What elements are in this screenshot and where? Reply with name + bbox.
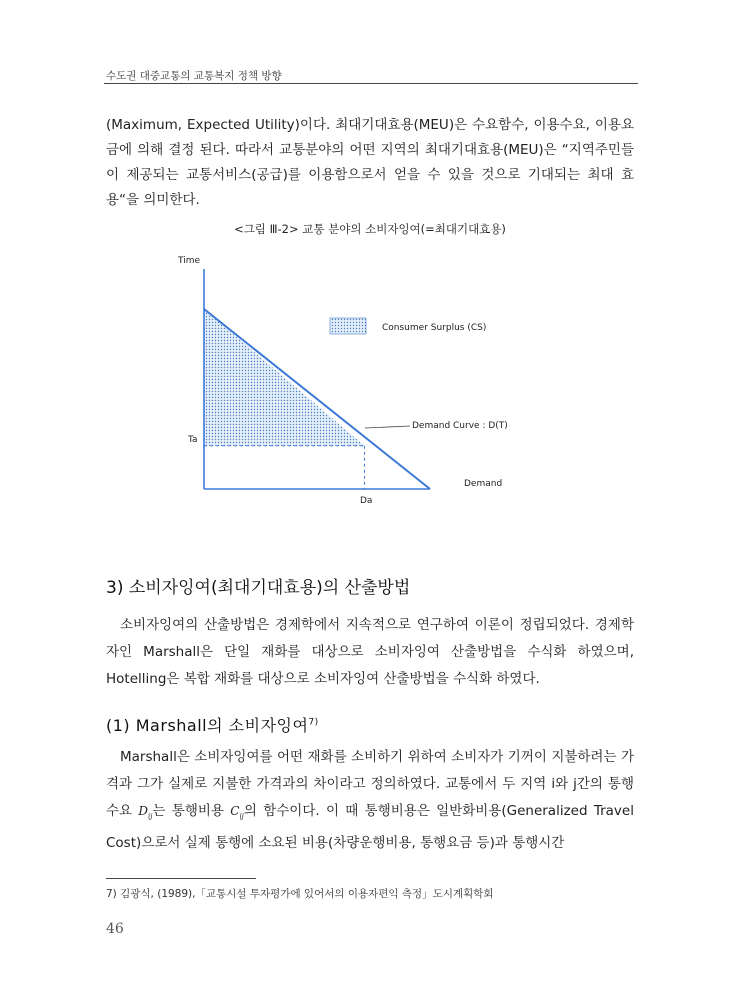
paragraph-3-part-1: Marshall은 소비자잉여를 어떤 재화를 소비하기 위하여 소비자가 기꺼이 지불하려는 가격과 그가 실제로 지불한 가격과의 차이라고 정의하였다. 교통에서 두 지역 i와 j간의 통행수요: [106, 749, 634, 819]
math-dij-subscript: ij: [148, 812, 153, 821]
subsection-heading: [106, 713, 319, 736]
curve-label-leader: [365, 426, 410, 428]
legend-label: Consumer Surplus (CS): [382, 323, 487, 333]
demand-curve-label: Demand Curve : D(T): [412, 421, 508, 431]
math-dij-symbol: D: [138, 804, 149, 818]
paragraph-1: (Maximum, Expected Utility)이다. 최대기대효용(MEU)은 수요함수, 이용수요, 이용요금에 의해 결정 된다. 따라서 교통분야의 어떤 지역의 최대기대효용(MEU)은 “지역주민들이 제공되는 교통서비스(공급)를 이용함으로서 얻을 수 있을 것으로 기대되는 최대 효용“을 의미한다.: [106, 117, 634, 208]
math-cij: [230, 804, 244, 821]
x-axis-label: Demand: [464, 479, 503, 489]
math-dij: [138, 804, 153, 821]
page-number: 46: [106, 921, 124, 937]
da-label: Da: [360, 496, 373, 506]
footnote-rule: [106, 878, 256, 879]
section-heading: 3) 소비자잉여(최대기대효용)의 산출방법: [106, 578, 411, 598]
legend-swatch: [330, 318, 366, 334]
math-cij-symbol: C: [230, 804, 240, 818]
paragraph-3-part-2: 는 통행비용: [152, 803, 231, 819]
math-cij-subscript: ij: [239, 812, 244, 821]
header-rule: [104, 83, 638, 84]
running-header: 수도권 대중교통의 교통복지 정책 방향: [106, 70, 282, 82]
consumer-surplus-chart: [160, 246, 520, 516]
paragraph-3: [106, 744, 634, 857]
paragraph-3-part-3: 의 함수이다. 이 때 통행비용은 일반화비용(Generalized Travel Cost)으로서 실제 통행에 소요된 비용(차량운행비용, 통행요금 등)과 통행시간: [106, 803, 634, 852]
paragraph-2: 소비자잉여의 산출방법은 경제학에서 지속적으로 연구하여 이론이 정립되었다. 경제학자인 Marshall은 단일 재화를 대상으로 소비자잉여 산출방법을 수식화 하였으며, Hotelling은 복합 재화를 대상으로 소비자잉여 산출방법을 수식화 하였다.: [106, 617, 634, 687]
figure-caption: <그림 Ⅲ-2> 교통 분야의 소비자잉여(=최대기대효용): [234, 222, 506, 236]
y-axis-label: Time: [178, 256, 201, 266]
footnote: 7) 김광식, (1989),「교통시설 투자평가에 있어서의 이용자편익 측정」도시계획학회: [106, 888, 494, 900]
ta-label: Ta: [188, 435, 198, 445]
subsection-heading-text: (1) Marshall의 소비자잉여: [106, 716, 309, 735]
footnote-marker: 7): [308, 717, 319, 728]
